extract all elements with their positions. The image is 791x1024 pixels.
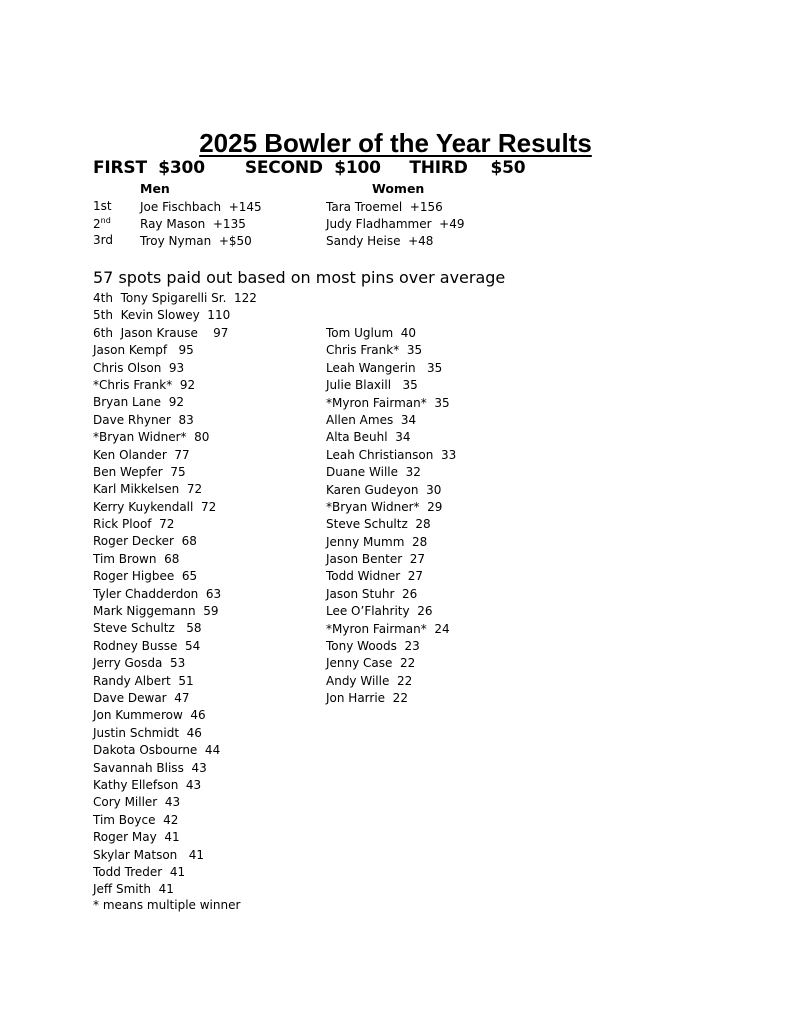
list-item: Rick Ploof 72	[93, 517, 175, 532]
women-3rd: Sandy Heise +48	[326, 234, 434, 248]
list-item: Steve Schultz 28	[326, 517, 431, 532]
list-item: Todd Widner 27	[326, 569, 424, 584]
list-item: Roger May 41	[93, 830, 180, 845]
list-item: Chris Frank* 35	[326, 343, 423, 358]
list-item: Skylar Matson 41	[93, 847, 204, 862]
list-item: *Myron Fairman* 35	[326, 395, 450, 410]
list-item: 5th Kevin Slowey 110	[93, 308, 231, 323]
list-item: Roger Decker 68	[93, 534, 197, 549]
left-results-list	[93, 290, 257, 899]
list-item: Savannah Bliss 43	[93, 760, 207, 775]
men-header: Men	[140, 181, 170, 196]
list-item: Cory Miller 43	[93, 795, 181, 810]
list-item: Jeff Smith 41	[93, 882, 174, 897]
list-item: Ken Olander 77	[93, 447, 190, 462]
list-item: Jason Benter 27	[326, 552, 426, 567]
list-item: Karl Mikkelsen 72	[93, 482, 203, 497]
list-item: Chris Olson 93	[93, 360, 185, 375]
list-item: *Bryan Widner* 29	[326, 499, 443, 514]
list-item: Ben Wepfer 75	[93, 464, 186, 479]
list-item: Alta Beuhl 34	[326, 430, 411, 445]
rank-3rd: 3rd	[93, 233, 113, 247]
list-item: Tom Uglum 40	[326, 326, 417, 340]
list-item: Andy Wille 22	[326, 673, 413, 688]
men-3rd: Troy Nyman +$50	[140, 234, 252, 248]
list-item: Roger Higbee 65	[93, 569, 198, 584]
payout-subtitle: 57 spots paid out based on most pins over average	[93, 268, 506, 287]
list-item: Jon Kummerow 46	[93, 708, 206, 723]
list-item: Jon Harrie 22	[326, 691, 408, 706]
list-item: Leah Christianson 33	[326, 447, 457, 462]
list-item: Allen Ames 34	[326, 412, 417, 427]
list-item: Rodney Busse 54	[93, 638, 201, 653]
list-item: Todd Treder 41	[93, 864, 186, 879]
list-item: Karen Gudeyon 30	[326, 482, 442, 497]
list-item: Jenny Case 22	[326, 656, 416, 671]
list-item: Jerry Gosda 53	[93, 656, 186, 671]
list-item: Tim Brown 68	[93, 551, 180, 566]
list-item: Leah Wangerin 35	[326, 360, 443, 375]
list-item: *Chris Frank* 92	[93, 377, 196, 392]
list-item: Julie Blaxill 35	[326, 378, 418, 393]
prize-line: FIRST $300 SECOND $100 THIRD $50	[93, 158, 526, 178]
footnote: * means multiple winner	[93, 898, 241, 912]
list-item: Tim Boyce 42	[93, 812, 179, 827]
list-item: Randy Albert 51	[93, 673, 194, 688]
page-title: 2025 Bowler of the Year Results	[199, 128, 592, 158]
list-item: Tyler Chadderdon 63	[93, 586, 222, 601]
list-item: Jason Stuhr 26	[326, 586, 418, 601]
list-item: Lee O’Flahrity 26	[326, 604, 433, 619]
list-item: Justin Schmidt 46	[93, 725, 202, 740]
list-item: *Bryan Widner* 80	[93, 430, 210, 445]
men-1st: Joe Fischbach +145	[140, 200, 262, 214]
women-1st: Tara Troemel +156	[326, 200, 443, 214]
right-results-list	[326, 325, 456, 708]
list-item: Dave Dewar 47	[93, 690, 190, 705]
list-item: Dave Rhyner 83	[93, 412, 194, 427]
list-item: Jenny Mumm 28	[326, 534, 428, 549]
list-item: Steve Schultz 58	[93, 621, 202, 636]
men-2nd: Ray Mason +135	[140, 217, 246, 231]
list-item: *Myron Fairman* 24	[326, 621, 450, 636]
women-2nd: Judy Fladhammer +49	[326, 217, 465, 231]
list-item: Jason Kempf 95	[93, 343, 194, 358]
rank-2nd: 2nd	[93, 216, 111, 231]
rank-1st: 1st	[93, 199, 112, 213]
list-item: Tony Woods 23	[326, 639, 420, 654]
list-item: Dakota Osbourne 44	[93, 743, 221, 758]
list-item: Kerry Kuykendall 72	[93, 499, 217, 514]
list-item: Bryan Lane 92	[93, 395, 184, 410]
list-item: Mark Niggemann 59	[93, 604, 219, 619]
list-item: 6th Jason Krause 97	[93, 325, 229, 340]
list-item: 4th Tony Spigarelli Sr. 122	[93, 291, 257, 305]
list-item: Kathy Ellefson 43	[93, 777, 202, 792]
list-item: Duane Wille 32	[326, 465, 421, 480]
women-header: Women	[372, 181, 425, 196]
